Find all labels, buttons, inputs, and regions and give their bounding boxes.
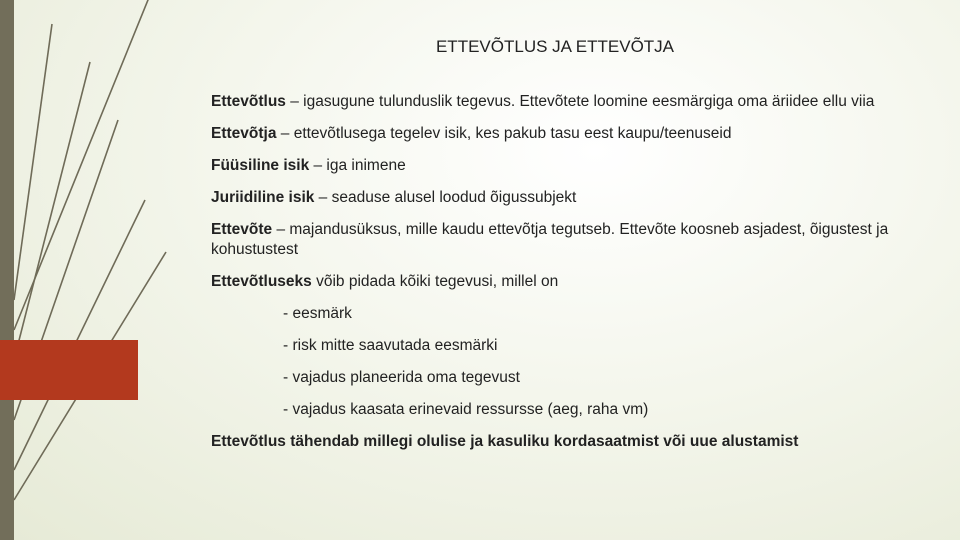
term: Ettevõtja xyxy=(211,125,277,142)
decorative-lines xyxy=(0,0,230,540)
slide-title: ETTEVÕTLUS JA ETTEVÕTJA xyxy=(435,37,675,56)
red-accent-tab xyxy=(0,340,138,400)
list-item: - vajadus planeerida oma tegevust xyxy=(283,369,520,386)
definition-text: – ettevõtlusega tegelev isik, kes pakub tasu eest kaupu/teenuseid xyxy=(276,125,732,142)
definition-ettevotja xyxy=(211,124,911,144)
definition-text: – seaduse alusel loodud õigussubjekt xyxy=(314,189,577,206)
slide-content xyxy=(211,92,911,452)
term: Ettevõtlus xyxy=(211,93,286,110)
definition-text: – iga inimene xyxy=(309,157,406,174)
conclusion-text: Ettevõtlus tähendab millegi olulise ja kasuliku kordasaatmist või uue alustamist xyxy=(211,433,799,450)
definition-ettevote xyxy=(211,220,911,260)
list-item: - risk mitte saavutada eesmärki xyxy=(283,337,498,354)
definition-text: võib pidada kõiki tegevusi, millel on xyxy=(311,273,559,290)
term: Ettevõte xyxy=(211,221,273,238)
term: Ettevõtluseks xyxy=(211,273,312,290)
term: Juriidiline isik xyxy=(211,189,315,206)
definition-juriidiline-isik xyxy=(211,188,911,208)
term: Füüsiline isik xyxy=(211,157,310,174)
list-item: - eesmärk xyxy=(283,305,352,322)
definition-text: – majandusüksus, mille kaudu ettevõtja tegutseb. Ettevõte koosneb asjadest, õigustest ja kohustustest xyxy=(211,221,889,258)
definition-fuusiline-isik xyxy=(211,156,911,176)
definition-ettevotlus xyxy=(211,92,911,112)
definition-ettevotluseks xyxy=(211,272,911,292)
definition-text: – igasugune tulunduslik tegevus. Ettevõtete loomine eesmärgiga oma äriidee ellu viia xyxy=(285,93,875,110)
list-item: - vajadus kaasata erinevaid ressursse (aeg, raha vm) xyxy=(283,401,649,418)
